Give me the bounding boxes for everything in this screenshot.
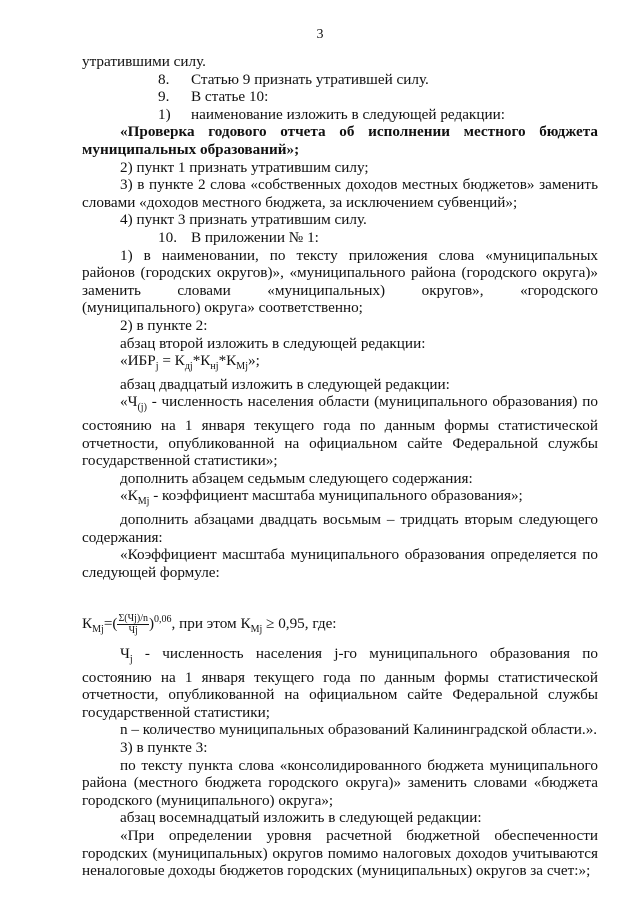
text-line: 2) в пункте 2: [120,316,208,334]
text-line: государственной статистики»; [82,452,278,470]
item-number: 10. [158,228,177,246]
text-line: содержания: [82,528,163,546]
text-line: районов (городских округов)», «муниципального района (городского округа)» [82,264,598,282]
document-body [82,53,598,880]
text-line: утратившими силу. [82,53,206,70]
formula-text: К [82,615,93,633]
item-9 [82,88,598,106]
formula-text: «ИБР [120,352,156,370]
text-line: городских (муниципальных) округов помимо налоговых доходов учитываются [82,844,598,862]
text-line: абзац второй изложить в следующей редакции: [120,334,426,352]
text-line: «При определении уровня расчетной бюджетной обеспеченности [120,826,598,844]
formula-line-chj [82,645,598,669]
text-line: состоянию на 1 января текущего года по данным формы статистической [82,668,598,686]
text-line: следующей формуле: [82,563,220,581]
formula-text: ) [148,615,155,633]
item-number: 1) [158,105,171,123]
formula-subscript: дj [184,361,193,373]
text-line: дополнить абзацем седьмым следующего содержания: [120,469,473,487]
formula-fraction [117,613,149,636]
formula-subscript: Мj [250,624,263,636]
text-line: отчетности, опубликованной на официальном сайте Федеральной службы [82,434,598,452]
text-line: отчетности, опубликованной на официальном сайте Федеральной службы [82,686,598,704]
formula-subscript: Мj [92,624,104,636]
formula-text: ≥ 0,95, где: [262,615,337,633]
formula-subscript: Мj [236,361,248,373]
heading-line: «Проверка годового отчета об исполнении местного бюджета [120,123,598,141]
text-line: состоянию на 1 января текущего года по данным формы статистической [82,416,598,434]
formula-exponent: 0,06 [154,614,172,626]
text-line: дополнить абзацами двадцать восьмым – тридцать вторым следующего [120,510,598,528]
fraction-denominator: Чj [128,625,138,637]
formula-text: «Ч [120,393,138,411]
formula-text: *К [218,352,237,370]
formula-subscript: (j) [137,402,147,414]
text-line: по тексту пункта слова «консолидированного бюджета муниципального [120,756,598,774]
text-line: 4) пункт 3 признать утратившим силу. [120,211,367,229]
text-line: 3) в пункте 3: [120,739,208,756]
fraction-numerator: Σ(Чj)/n [118,613,148,625]
formula-text: »; [247,352,260,370]
formula-text: Ч [120,645,130,662]
formula-text: =( [103,615,118,633]
item-text: наименование изложить в следующей редакции: [191,105,505,123]
item-text: В статье 10: [191,88,269,106]
text-line: района (местного бюджета городского округа)» заменить словами «бюджета [82,774,598,792]
heading-line: муниципальных образований»; [82,140,300,158]
subitem-1 [82,106,598,124]
text-line: словами «доходов местного бюджета, за исключением субвенций»; [82,193,518,211]
formula-line-ch [82,393,598,417]
formula-subscript: j [129,654,133,666]
text-line: «Коэффициент масштаба муниципального образования определяется по [120,546,598,564]
formula-text: *К [192,352,211,370]
text-line: n – количество муниципальных образований Калининградской области.». [120,721,598,739]
item-number: 9. [158,88,170,106]
text-fragment: - коэффициент масштаба муниципального образования»; [149,487,523,505]
text-fragment: - численность населения j-го муниципального образования по [132,645,598,662]
text-line: 1) в наименовании, по тексту приложения слова «муниципальных [120,246,598,264]
text-line: государственной статистики; [82,703,270,721]
formula-text: «К [120,487,138,505]
formula-line-km [82,487,598,511]
text-line: 3) в пункте 2 слова «собственных доходов местных бюджетов» заменить [120,176,598,194]
text-line: заменить словами «муниципальных) округов», «городского [82,281,598,299]
item-number: 8. [158,70,170,88]
item-text: В приложении № 1: [191,228,319,246]
text-line: (муниципального) округа» соответственно; [82,299,363,317]
formula-text: , при этом К [171,615,251,633]
text-line: городского (муниципального) округа»; [82,791,334,809]
text-line: абзац восемнадцатый изложить в следующей редакции: [120,809,482,827]
formula-text: = К [158,352,185,370]
formula-subscript: нj [210,361,219,373]
item-text: Статью 9 признать утратившей силу. [191,70,429,88]
text-line: абзац двадцатый изложить в следующей редакции: [120,375,450,393]
item-8 [82,71,598,89]
item-10 [82,229,598,247]
text-line: неналоговые доходы бюджетов городских (муниципальных) округов за счет:»; [82,862,591,880]
formula-main [82,611,598,639]
page-number: 3 [316,27,324,42]
text-line: 2) пункт 1 признать утратившим силу; [120,158,369,176]
formula-subscript: Мj [137,496,150,508]
formula-subscript: j [155,361,159,373]
text-fragment: - численность населения области (муниципального образования) по [146,393,598,411]
formula-ibr [82,352,598,376]
